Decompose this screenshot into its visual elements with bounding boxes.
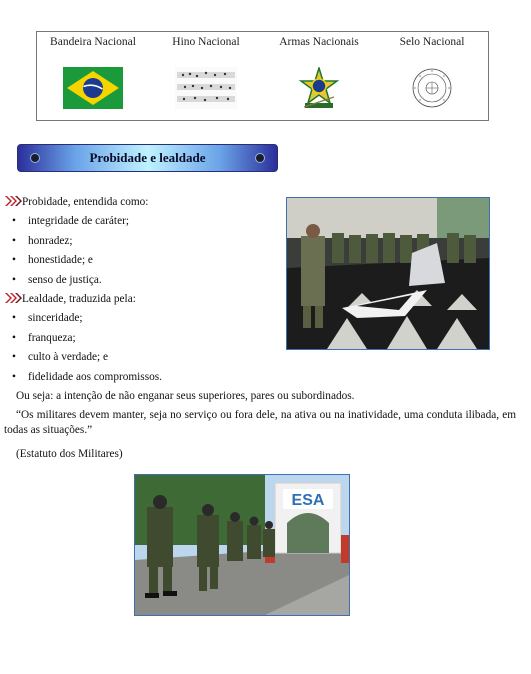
- list-item-text: culto à verdade; e: [28, 351, 108, 364]
- list-heading-probidade: [4, 193, 284, 212]
- section-title: Probidade e lealdade: [89, 150, 206, 165]
- photo-esa-march: [134, 474, 350, 616]
- list-item-text: integridade de caráter;: [28, 215, 129, 228]
- list-item-text: fidelidade aos compromissos.: [28, 370, 162, 383]
- list-item-text: sinceridade;: [28, 312, 83, 325]
- red-arrow-icon: [4, 194, 22, 208]
- symbol-label: Armas Nacionais: [279, 36, 359, 48]
- national-seal-icon: [411, 67, 453, 109]
- symbol-hino: [150, 32, 262, 120]
- list-item: • sinceridade;: [12, 312, 83, 325]
- paragraph-quote: “Os militares devem manter, seja no serviço ou fora dele, na ativa ou na inatividade, uma conduta ilibada, em todas as situações.”: [4, 409, 516, 436]
- paragraph-source: (Estatuto dos Militares): [16, 448, 123, 460]
- list-intro: Lealdade, traduzida pela:: [22, 292, 136, 305]
- list-item: • senso de justiça.: [12, 273, 102, 286]
- list-item: • franqueza;: [12, 331, 76, 344]
- section-title-banner: [17, 144, 278, 172]
- list-item-text: franqueza;: [28, 331, 76, 344]
- gate-sign: ESA: [291, 492, 325, 509]
- list-item: • honestidade; e: [12, 254, 93, 267]
- list-intro: Probidade, entendida como:: [22, 196, 149, 208]
- list-item: • fidelidade aos compromissos.: [12, 370, 162, 383]
- banner-bullet-right: [255, 153, 265, 163]
- photo-soldiers-hall: [286, 197, 490, 350]
- red-arrow-icon: [4, 291, 22, 305]
- symbol-armas: [263, 32, 375, 120]
- brazil-flag-icon: [63, 67, 123, 109]
- symbol-selo: [376, 32, 488, 120]
- paragraph-ou-seja: Ou seja: a intenção de não enganar seus superiores, pares ou subordinados.: [16, 390, 355, 402]
- list-item-text: honestidade; e: [28, 254, 93, 267]
- anthem-sheet-music-icon: [175, 67, 237, 109]
- list-item: • culto à verdade; e: [12, 351, 108, 364]
- virtues-list: [4, 193, 284, 387]
- symbol-label: Selo Nacional: [399, 36, 465, 48]
- list-heading-lealdade: [4, 290, 284, 309]
- symbol-label: Hino Nacional: [172, 36, 240, 48]
- list-item-text: honradez;: [28, 234, 73, 247]
- symbol-label: Bandeira Nacional: [50, 36, 136, 48]
- list-item-text: senso de justiça.: [28, 273, 102, 286]
- list-item: • honradez;: [12, 234, 73, 247]
- coat-of-arms-icon: [297, 67, 341, 111]
- national-symbols-panel: [36, 31, 489, 121]
- list-item: • integridade de caráter;: [12, 215, 129, 228]
- symbol-bandeira: [37, 32, 149, 120]
